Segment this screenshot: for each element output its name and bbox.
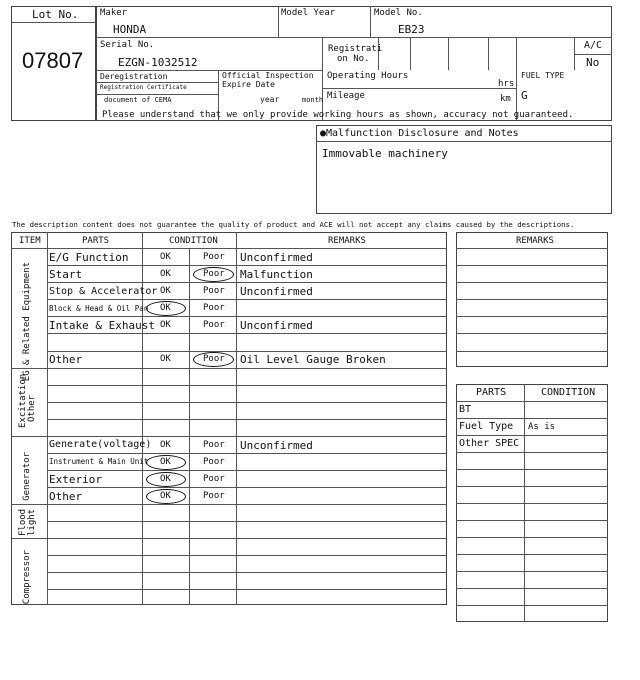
poor-label: Poor xyxy=(203,320,225,330)
model-year-label: Model Year xyxy=(281,8,336,18)
operating-hours-label: Operating Hours xyxy=(327,71,409,81)
malfunction-title: ●Malfunction Disclosure and Notes xyxy=(320,128,519,139)
col-item-header: ITEM xyxy=(19,236,41,246)
right-part-label: BT xyxy=(459,404,472,415)
poor-label: Poor xyxy=(203,440,225,450)
condition-circle xyxy=(193,267,234,282)
poor-label: Poor xyxy=(203,474,225,484)
ok-label: OK xyxy=(160,252,171,262)
part-label: Intake & Exhaust xyxy=(49,319,155,332)
remark-text: Unconfirmed xyxy=(240,439,313,452)
section-compressor: Compressor xyxy=(22,550,32,605)
part-label: Instrument & Main Unit xyxy=(49,457,149,466)
malfunction-text: Immovable machinery xyxy=(322,147,448,160)
ok-label: OK xyxy=(160,286,171,296)
ok-label: OK xyxy=(160,354,171,364)
part-label: Other xyxy=(49,353,83,366)
year-label: year xyxy=(260,95,280,104)
poor-label: Poor xyxy=(203,354,225,364)
remark-text: Unconfirmed xyxy=(240,319,313,332)
model-no-value: EB23 xyxy=(398,23,425,36)
right-part-label: Fuel Type xyxy=(459,421,514,432)
condition-circle xyxy=(146,489,186,504)
model-no-label: Model No. xyxy=(374,8,423,18)
section-floodlight-label: Floodlight xyxy=(18,508,37,536)
remark-text: Malfunction xyxy=(240,268,313,281)
poor-label: Poor xyxy=(203,252,225,262)
poor-label: Poor xyxy=(203,303,225,313)
registration-certificate-label: Registration Certificate xyxy=(100,84,187,91)
lot-number: 07807 xyxy=(22,48,84,73)
remark-text: Oil Level Gauge Broken xyxy=(240,353,386,366)
ok-label: OK xyxy=(160,491,171,501)
section-excitation-label: Excitation Other xyxy=(18,373,37,428)
part-label: Other xyxy=(49,490,83,503)
deregistration-label: Deregistration xyxy=(100,72,168,81)
section-eg-related: EG & Related Equipment xyxy=(22,262,32,382)
ok-label: OK xyxy=(160,474,171,484)
col-condition-header: CONDITION xyxy=(169,236,218,246)
poor-label: Poor xyxy=(203,269,225,279)
right-part-label: Other SPEC xyxy=(459,438,520,449)
ok-label: OK xyxy=(160,269,171,279)
ac-value: No xyxy=(586,56,600,69)
poor-label: Poor xyxy=(203,491,225,501)
ok-label: OK xyxy=(160,440,171,450)
poor-label: Poor xyxy=(203,457,225,467)
right-condition-header: CONDITION xyxy=(541,387,596,398)
serial-label: Serial No. xyxy=(100,40,155,50)
ok-label: OK xyxy=(160,320,171,330)
inspection-label: Official Inspection xyxy=(222,71,314,80)
part-label: Exterior xyxy=(49,473,102,486)
fuel-type-value: G xyxy=(521,89,528,102)
cema-label: document of CEMA xyxy=(104,96,172,104)
hrs-label: hrs xyxy=(498,79,515,89)
ok-label: OK xyxy=(160,303,171,313)
remark-text: Unconfirmed xyxy=(240,251,313,264)
registration-label: Registrati xyxy=(328,44,383,54)
km-label: km xyxy=(500,94,511,104)
disclaimer-text: The description content does not guarantee the quality of product and ACE will not accept any claims caused by the descriptions. xyxy=(12,220,575,229)
serial-value: EZGN-1032512 xyxy=(118,56,198,69)
condition-circle xyxy=(146,472,186,487)
ok-label: OK xyxy=(160,457,171,467)
remark-text: Unconfirmed xyxy=(240,285,313,298)
maker-value: HONDA xyxy=(113,23,147,36)
col-parts-header: PARTS xyxy=(82,236,110,246)
month-label: month xyxy=(302,96,324,104)
part-label: Start xyxy=(49,268,83,281)
mileage-label: Mileage xyxy=(327,91,365,101)
part-label: E/G Function xyxy=(49,251,129,264)
condition-circle xyxy=(193,352,234,367)
section-generator: Generator xyxy=(22,452,32,501)
section-excitation xyxy=(18,373,41,428)
fuel-type-label: FUEL TYPE xyxy=(521,71,565,80)
condition-circle xyxy=(146,455,186,470)
maker-label: Maker xyxy=(100,8,128,18)
right-parts-header: PARTS xyxy=(476,387,507,398)
part-label: Block & Head & Oil Pan xyxy=(49,304,149,313)
section-floodlight xyxy=(19,508,41,536)
poor-label: Poor xyxy=(203,286,225,296)
registration-label-2: on No. xyxy=(337,54,370,64)
ac-label: A/C xyxy=(584,40,603,51)
part-label: Stop & Accelerator xyxy=(49,286,158,297)
remarks-header: REMARKS xyxy=(516,236,554,246)
inspection-label-2: Expire Date xyxy=(222,80,275,89)
lot-label: Lot No. xyxy=(32,8,79,21)
col-remarks-header: REMARKS xyxy=(328,236,366,246)
condition-circle xyxy=(146,301,186,316)
right-condition-value: As is xyxy=(528,422,556,432)
part-label: Generate(voltage) xyxy=(49,439,152,450)
notice-text: Please understand that we only provide working hours as shown, accuracy not guaranteed. xyxy=(102,110,574,120)
